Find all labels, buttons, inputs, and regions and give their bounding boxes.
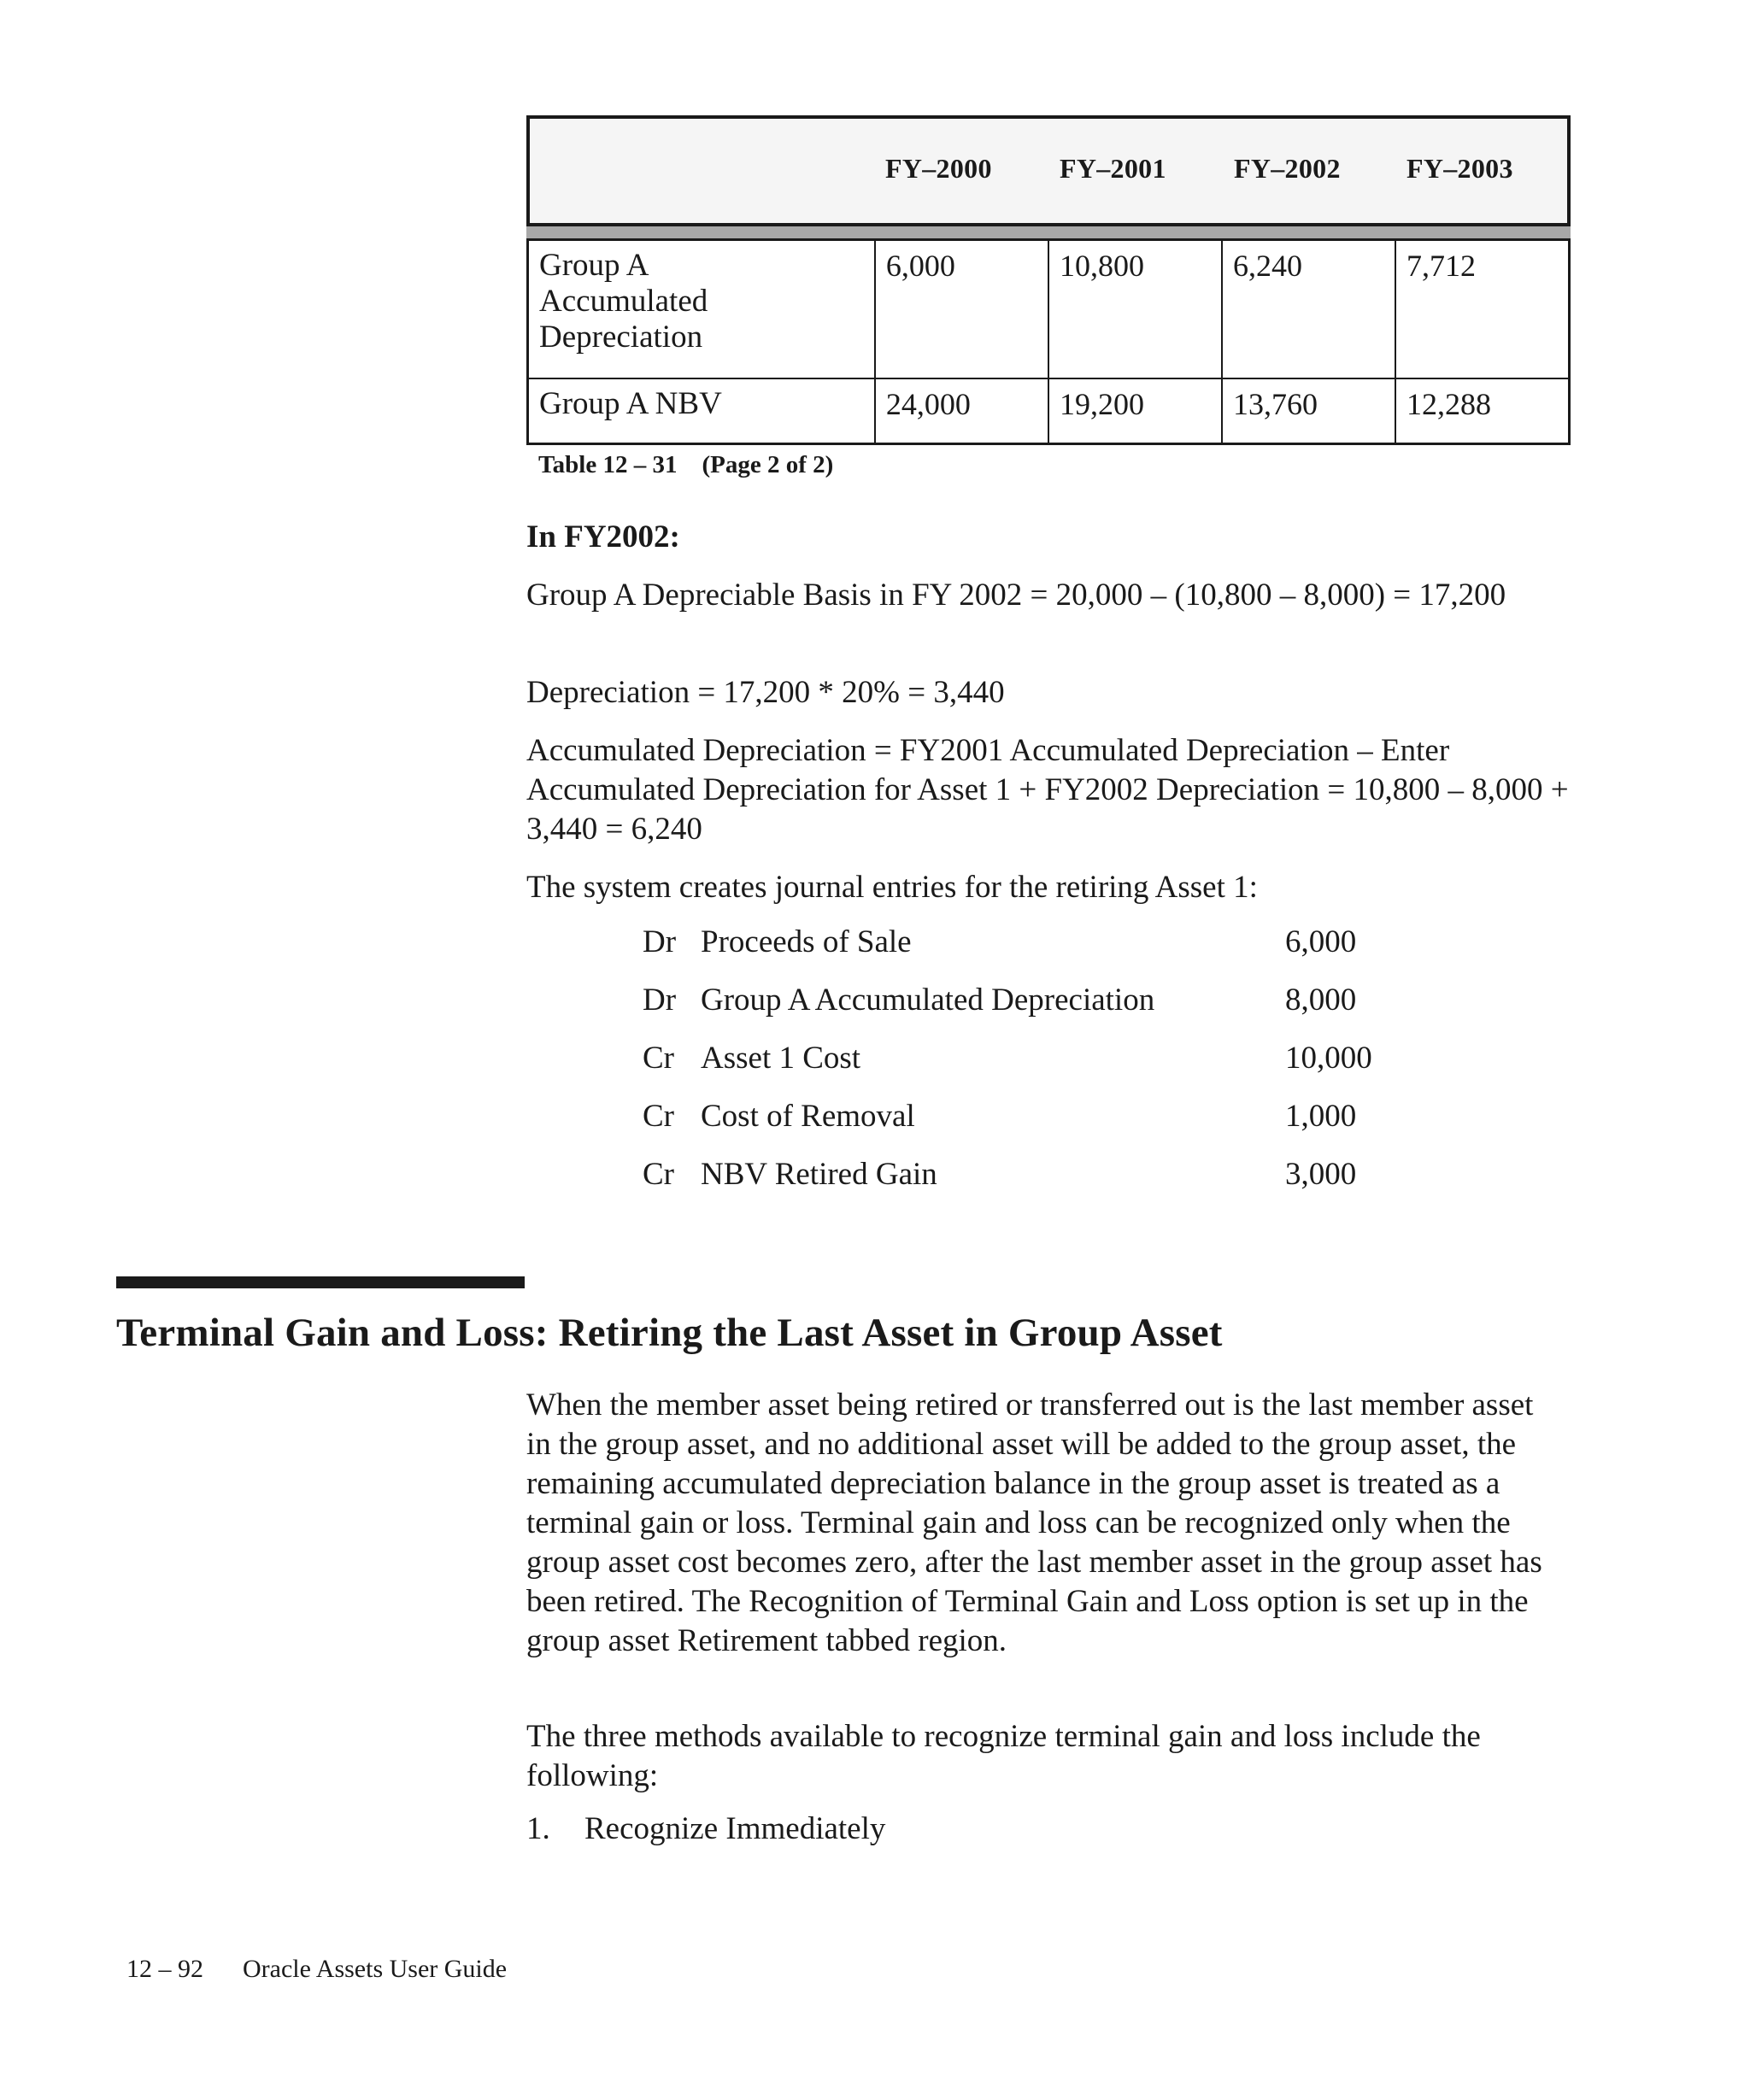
entry-type: Cr: [643, 1157, 674, 1192]
paragraph: When the member asset being retired or transferred out is the last member asset in the group asset, and no additional asset will be added to the group asset, the remaining accumulated depreciation balance in the group asset is treated as a terminal gain or loss. Terminal gain and loss can be recognized only when the group asset cost becomes zero, after the last member asset in the group asset has been retired. The Recognition of Terminal Gain and Loss option is set up in the group asset Retirement tabbed region.: [526, 1387, 1542, 1658]
row-label: Group A Accumulated Depreciation: [539, 248, 708, 355]
table-row: [529, 378, 1568, 443]
table-cell: 6,000: [874, 241, 1048, 378]
entry-description: NBV Retired Gain: [701, 1157, 937, 1192]
table-caption: Table 12 – 31 (Page 2 of 2): [538, 451, 834, 478]
column-header: FY–2003: [1406, 153, 1513, 184]
entry-amount: 6,000: [1285, 924, 1357, 959]
header-separator: [526, 226, 1571, 238]
table-body: [526, 238, 1571, 445]
footer-title: Oracle Assets User Guide: [243, 1955, 508, 1983]
page-number: 12 – 92: [126, 1955, 203, 1983]
entry-amount: 1,000: [1285, 1099, 1357, 1134]
entry-type: Cr: [643, 1099, 674, 1134]
paragraph: The three methods available to recognize terminal gain and loss include the following:: [526, 1719, 1481, 1793]
list-text: Recognize Immediately: [584, 1811, 886, 1846]
table-cell: 24,000: [874, 379, 1048, 443]
entry-type: Dr: [643, 924, 677, 959]
row-label: Group A NBV: [539, 386, 722, 421]
column-header: FY–2002: [1234, 153, 1341, 184]
journal-entries: [643, 923, 1412, 1213]
table-cell: 13,760: [1221, 379, 1395, 443]
journal-entry: [643, 923, 1412, 981]
journal-entry: [643, 981, 1412, 1039]
entry-amount: 10,000: [1285, 1041, 1372, 1076]
journal-entry: [643, 1155, 1412, 1213]
entry-description: Proceeds of Sale: [701, 924, 912, 959]
section-heading: Terminal Gain and Loss: Retiring the Last Asset in Group Asset: [116, 1311, 1223, 1355]
table-cell: 7,712: [1395, 241, 1568, 378]
entry-amount: 8,000: [1285, 983, 1357, 1018]
journal-entry: [643, 1039, 1412, 1097]
list-number: 1.: [526, 1811, 550, 1846]
table-row: [529, 241, 1568, 378]
paragraph: Depreciation = 17,200 * 20% = 3,440: [526, 675, 1005, 710]
entry-amount: 3,000: [1285, 1157, 1357, 1192]
depreciation-table: [526, 115, 1571, 445]
entry-type: Dr: [643, 983, 677, 1018]
table-cell: 10,800: [1048, 241, 1221, 378]
table-header: [526, 115, 1571, 226]
table-cell: 12,288: [1395, 379, 1568, 443]
entry-description: Group A Accumulated Depreciation: [701, 983, 1155, 1018]
entry-type: Cr: [643, 1041, 674, 1076]
entry-description: Asset 1 Cost: [701, 1041, 861, 1076]
column-header: FY–2001: [1060, 153, 1166, 184]
table-cell: 19,200: [1048, 379, 1221, 443]
table-cell: 6,240: [1221, 241, 1395, 378]
section-rule: [116, 1276, 525, 1288]
column-header: FY–2000: [885, 153, 992, 184]
paragraph: The system creates journal entries for the retiring Asset 1:: [526, 870, 1258, 905]
paragraph: Accumulated Depreciation = FY2001 Accumulated Depreciation – Enter Accumulated Depreciation for Asset 1 + FY2002 Depreciation = 10,800 – 8,000 + 3,440 = 6,240: [526, 733, 1569, 847]
fy2002-heading: In FY2002:: [526, 519, 680, 554]
entry-description: Cost of Removal: [701, 1099, 915, 1134]
paragraph: Group A Depreciable Basis in FY 2002 = 20,000 – (10,800 – 8,000) = 17,200: [526, 578, 1506, 613]
journal-entry: [643, 1097, 1412, 1155]
